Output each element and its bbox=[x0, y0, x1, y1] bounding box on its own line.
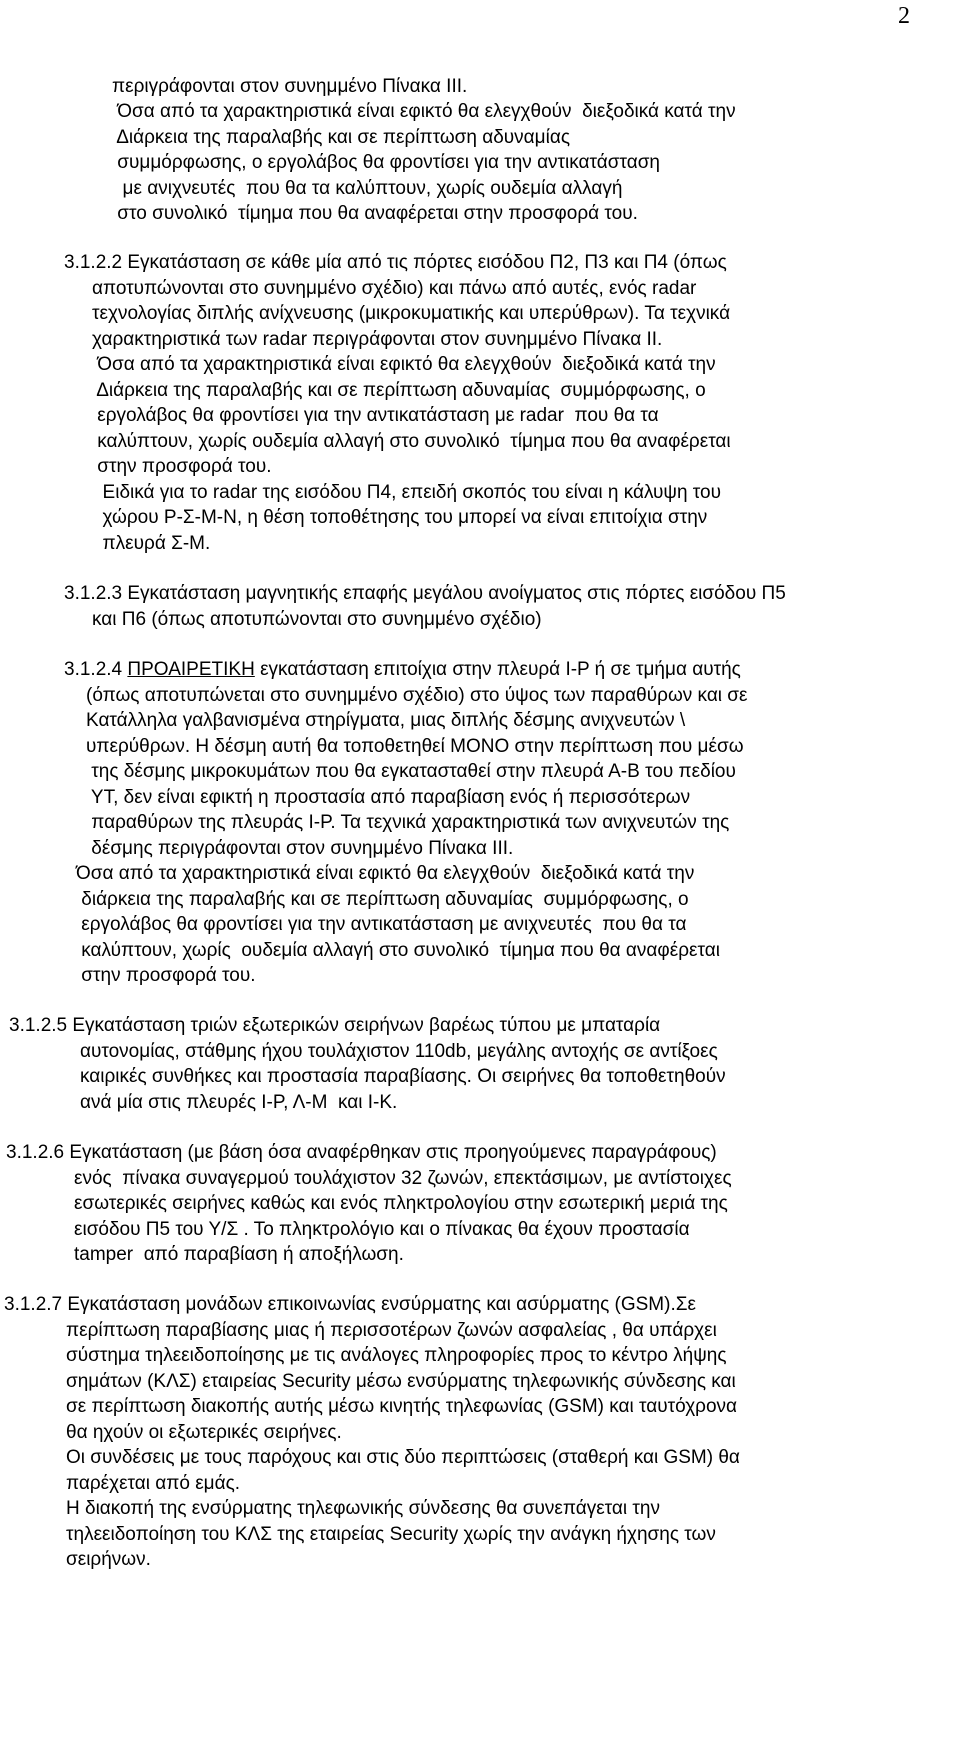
text-line: χαρακτηριστικά των radar περιγράφονται στον συνημμένο Πίνακα ΙΙ. bbox=[92, 329, 663, 350]
text-line: με ανιχνευτές που θα τα καλύπτουν, χωρίς ουδεμία αλλαγή bbox=[112, 178, 623, 199]
text-line: στο συνολικό τίμημα που θα αναφέρεται στην προσφορά του. bbox=[112, 203, 638, 224]
page-number: 2 bbox=[898, 3, 910, 29]
text-line: Διάρκεια της παραλαβής και σε περίπτωση αδυναμίας συμμόρφωσης, ο bbox=[92, 380, 706, 401]
text-line: εσωτερικές σειρήνες καθώς και ενός πληκτρολογίου στην εσωτερική μεριά της bbox=[74, 1193, 728, 1214]
text-line: πλευρά Σ-Μ. bbox=[92, 533, 211, 554]
text-line: σειρήνων. bbox=[66, 1549, 151, 1570]
text-line: περίπτωση παραβίασης μιας ή περισσοτέρων ζωνών ασφαλείας , θα υπάρχει bbox=[66, 1320, 717, 1341]
text-line: Όσα από τα χαρακτηριστικά είναι εφικτό θα ελεγχθούν διεξοδικά κατά την bbox=[92, 354, 716, 375]
text-line: τεχνολογίας διπλής ανίχνευσης (μικροκυματικής και υπερύθρων). Τα τεχνικά bbox=[92, 303, 731, 324]
text-line: καλύπτουν, χωρίς ουδεμία αλλαγή στο συνολικό τίμημα που θα αναφέρεται bbox=[76, 940, 720, 961]
text-line: αποτυπώνονται στο συνημμένο σχέδιο) και πάνω από αυτές, ενός radar bbox=[92, 278, 697, 299]
text-line: ΥΤ, δεν είναι εφικτή η προστασία από παραβίαση ενός ή περισσότερων bbox=[86, 787, 691, 808]
text-line: διάρκεια της παραλαβής και σε περίπτωση αδυναμίας συμμόρφωσης, ο bbox=[76, 889, 689, 910]
text-line: παρέχεται από εμάς. bbox=[66, 1473, 241, 1494]
text-line: περιγράφονται στον συνημμένο Πίνακα ΙΙΙ. bbox=[112, 76, 468, 97]
heading-rest: εγκατάσταση επιτοίχια στην πλευρά Ι-Ρ ή σε τμήμα αυτής bbox=[254, 659, 741, 680]
section-heading-line: 3.1.2.2 Εγκατάσταση σε κάθε μία από τις πόρτες εισόδου Π2, Π3 και Π4 (όπως bbox=[64, 252, 727, 273]
text-line: ενός πίνακα συναγερμού τουλάχιστον 32 ζωνών, επεκτάσιμων, με αντίστοιχες bbox=[74, 1168, 732, 1189]
text-line: tamper από παραβίαση ή αποξήλωση. bbox=[74, 1244, 404, 1265]
text-line: εργολάβος θα φροντίσει για την αντικατάσταση με radar που θα τα bbox=[92, 405, 659, 426]
text-line: (όπως αποτυπώνεται στο συνημμένο σχέδιο) στο ύψος των παραθύρων και σε bbox=[86, 685, 748, 706]
text-line: Όσα από τα χαρακτηριστικά είναι εφικτό θα ελεγχθούν διεξοδικά κατά την bbox=[112, 101, 736, 122]
text-line: σύστημα τηλεειδοποίησης με τις ανάλογες πληροφορίες προς το κέντρο λήψης bbox=[66, 1345, 727, 1366]
text-line: υπερύθρων. Η δέσμη αυτή θα τοποθετηθεί ΜΟΝΟ στην περίπτωση που μέσω bbox=[86, 736, 744, 757]
text-line: και Π6 (όπως αποτυπώνονται στο συνημμένο σχέδιο) bbox=[92, 609, 542, 630]
text-line: Ειδικά για το radar της εισόδου Π4, επειδή σκοπός του είναι η κάλυψη του bbox=[92, 482, 721, 503]
text-line: Οι συνδέσεις με τους παρόχους και στις δύο περιπτώσεις (σταθερή και GSM) θα bbox=[66, 1447, 740, 1468]
section-heading-line bbox=[64, 658, 741, 682]
text-line: καλύπτουν, χωρίς ουδεμία αλλαγή στο συνολικό τίμημα που θα αναφέρεται bbox=[92, 431, 731, 452]
text-line: τηλεειδοποίηση του ΚΛΣ της εταιρείας Security χωρίς την ανάγκη ήχησης των bbox=[66, 1524, 716, 1545]
text-line: της δέσμης μικροκυμάτων που θα εγκατασταθεί στην πλευρά Α-Β του πεδίου bbox=[86, 761, 736, 782]
text-line: δέσμης περιγράφονται στον συνημμένο Πίνακα ΙΙΙ. bbox=[86, 838, 514, 859]
section-heading-line: 3.1.2.3 Εγκατάσταση μαγνητικής επαφής μεγάλου ανοίγματος στις πόρτες εισόδου Π5 bbox=[64, 583, 786, 604]
text-line: στην προσφορά του. bbox=[76, 965, 256, 986]
text-line: σημάτων (ΚΛΣ) εταιρείας Security μέσω ενσύρματης τηλεφωνικής σύνδεσης και bbox=[66, 1371, 736, 1392]
text-line: παραθύρων της πλευράς Ι-Ρ. Τα τεχνικά χαρακτηριστικά των ανιχνευτών της bbox=[86, 812, 730, 833]
text-line: Διάρκεια της παραλαβής και σε περίπτωση αδυναμίας bbox=[112, 127, 570, 148]
text-line: θα ηχούν οι εξωτερικές σειρήνες. bbox=[66, 1422, 342, 1443]
text-line: εργολάβος θα φροντίσει για την αντικατάσταση με ανιχνευτές που θα τα bbox=[76, 914, 687, 935]
text-line: συμμόρφωσης, ο εργολάβος θα φροντίσει για την αντικατάσταση bbox=[112, 152, 660, 173]
optional-keyword: ΠΡΟΑΙΡΕΤΙΚΗ bbox=[127, 659, 255, 680]
text-line: καιρικές συνθήκες και προστασία παραβίασης. Οι σειρήνες θα τοποθετηθούν bbox=[80, 1066, 726, 1087]
text-line: χώρου Ρ-Σ-Μ-Ν, η θέση τοποθέτησης του μπορεί να είναι επιτοίχια στην bbox=[92, 507, 708, 528]
section-heading-line: 3.1.2.7 Εγκατάσταση μονάδων επικοινωνίας ενσύρματης και ασύρματης (GSM).Σε bbox=[4, 1294, 696, 1315]
text-line: εισόδου Π5 του Υ/Σ . Το πληκτρολόγιο και ο πίνακας θα έχουν προστασία bbox=[74, 1219, 690, 1240]
text-line: στην προσφορά του. bbox=[92, 456, 272, 477]
text-line: σε περίπτωση διακοπής αυτής μέσω κινητής τηλεφωνίας (GSM) και ταυτόχρονα bbox=[66, 1396, 738, 1417]
text-line: Κατάλληλα γαλβανισμένα στηρίγματα, μιας διπλής δέσμης ανιχνευτών \ bbox=[86, 710, 686, 731]
text-line: Όσα από τα χαρακτηριστικά είναι εφικτό θα ελεγχθούν διεξοδικά κατά την bbox=[76, 863, 695, 884]
text-line: αυτονομίας, στάθμης ήχου τουλάχιστον 110db, μεγάλης αντοχής σε αντίξοες bbox=[80, 1041, 718, 1062]
section-number: 3.1.2.4 bbox=[64, 659, 128, 680]
section-heading-line: 3.1.2.6 Εγκατάσταση (με βάση όσα αναφέρθηκαν στις προηγούμενες παραγράφους) bbox=[6, 1142, 717, 1163]
text-line: Η διακοπή της ενσύρματης τηλεφωνικής σύνδεσης θα συνεπάγεται την bbox=[66, 1498, 660, 1519]
section-heading-line: 3.1.2.5 Εγκατάσταση τριών εξωτερικών σειρήνων βαρέως τύπου με μπαταρία bbox=[9, 1015, 661, 1036]
text-line: ανά μία στις πλευρές Ι-Ρ, Λ-Μ και Ι-Κ. bbox=[80, 1092, 398, 1113]
